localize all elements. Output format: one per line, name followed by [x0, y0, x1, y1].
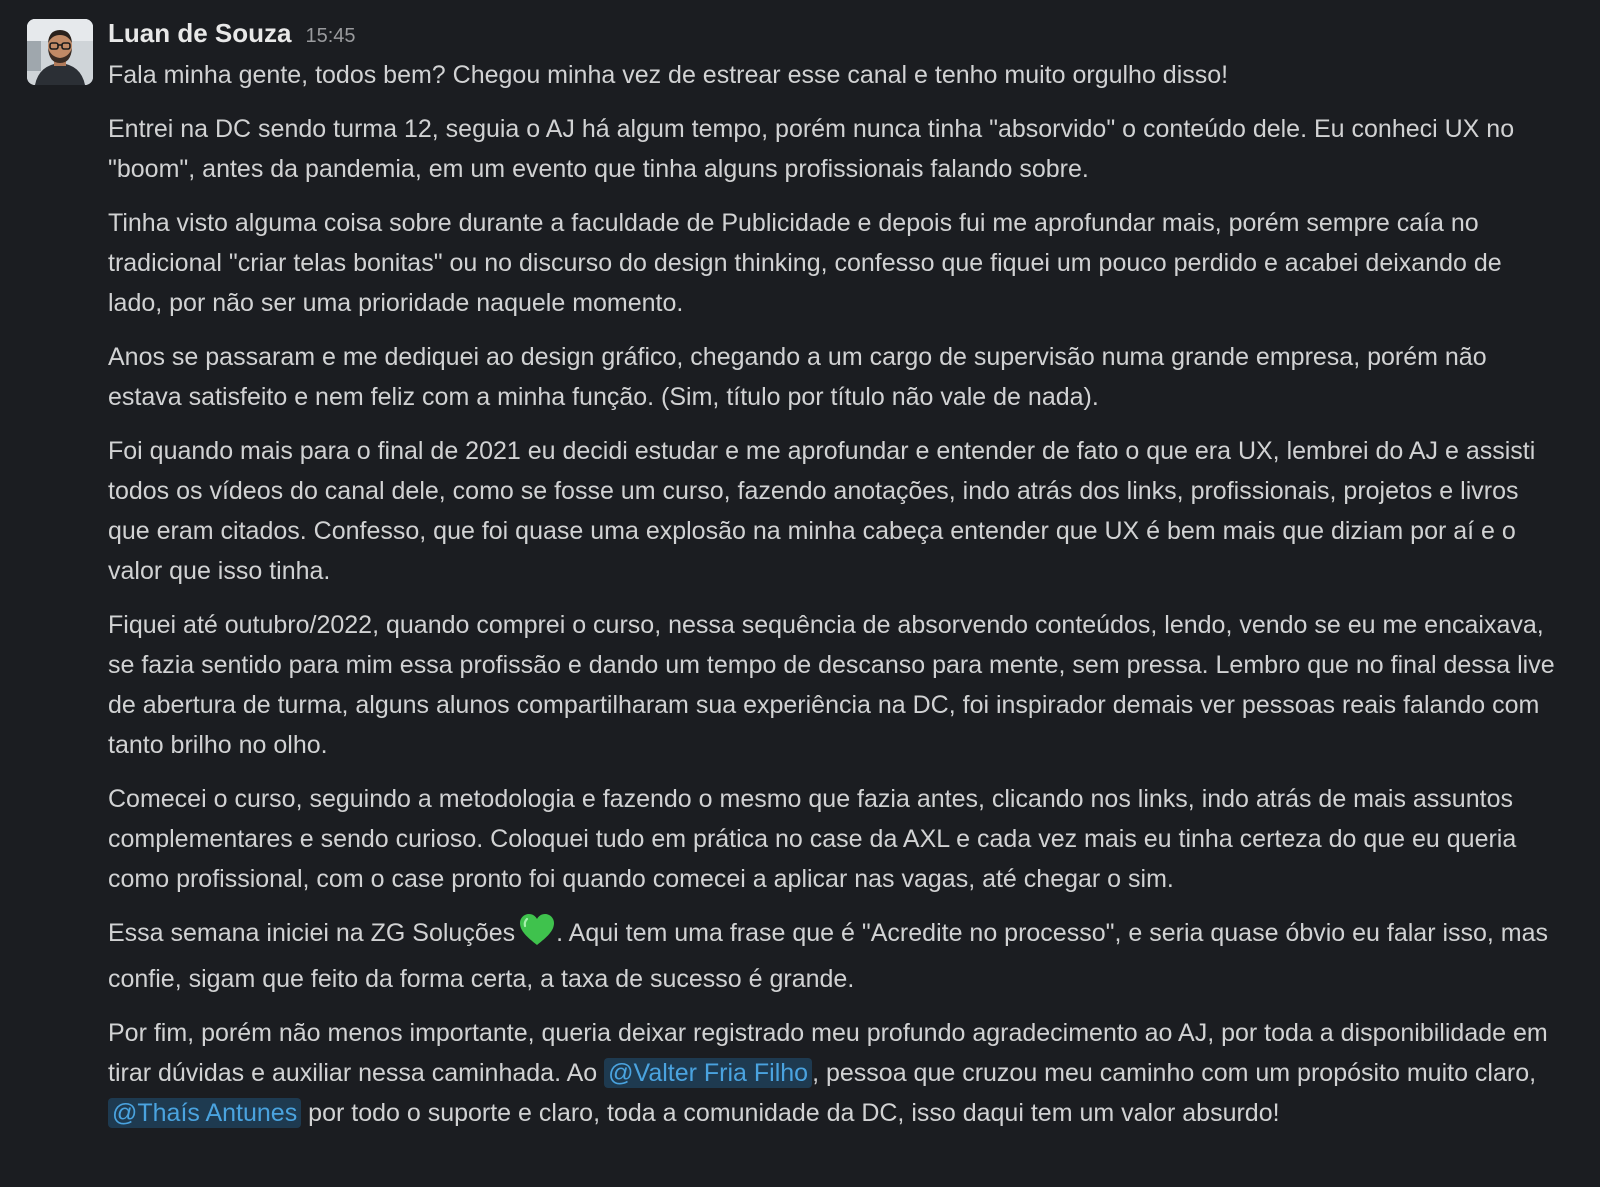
message-paragraph-6: Fiquei até outubro/2022, quando comprei o curso, nessa sequência de absorvendo conteúdos, lendo, vendo se eu me encaixava, se fazia sentido para mim essa profissão e dando um tempo de descanso para mente, sem pressa. Lembro que no final dessa live de abertura de turma, alguns alunos compartilharam sua experiência na DC, foi inspirador demais ver pessoas reais falando com tanto brilho no olho.	[108, 611, 1555, 759]
message-paragraph-3: Tinha visto alguma coisa sobre durante a faculdade de Publicidade e depois fui me aprofundar mais, porém sempre caía no tradicional "criar telas bonitas" ou no discurso do design thinking, confesso que fiquei um pouco perdido e acabei deixando de lado, por não ser uma prioridade naquele momento.	[108, 209, 1502, 317]
timestamp[interactable]: 15:45	[305, 25, 356, 47]
message-paragraph-5: Foi quando mais para o final de 2021 eu decidi estudar e me aprofundar e entender de fato o que era UX, lembrei do AJ e assisti todos os vídeos do canal dele, como se fosse um curso, fazendo anotações, indo atrás dos links, profissionais, projetos e livros que eram citados. Confesso, que foi quase uma explosão na minha cabeça entender que UX é bem mais que diziam por aí e o valor que isso tinha.	[108, 437, 1536, 585]
paragraph-text: , pessoa que cruzou meu caminho com um propósito muito claro,	[812, 1059, 1537, 1087]
avatar[interactable]	[27, 19, 93, 85]
message-paragraph-9	[108, 1013, 1560, 1133]
paragraph-text: . Aqui tem uma frase que é "Acredite no processo", e seria quase óbvio eu falar isso, mas confie, sigam que feito da forma certa, a taxa de sucesso é grande.	[108, 919, 1549, 993]
avatar-image	[27, 19, 93, 85]
message-paragraph-2: Entrei na DC sendo turma 12, seguia o AJ há algum tempo, porém nunca tinha "absorvido" o conteúdo dele. Eu conheci UX no "boom", antes da pandemia, em um evento que tinha alguns profissionais falando sobre.	[108, 115, 1515, 183]
message-header	[108, 18, 1560, 50]
paragraph-text: Essa semana iniciei na ZG Soluções	[108, 919, 516, 947]
message-paragraph-8	[108, 913, 1560, 999]
paragraph-text: por todo o suporte e claro, toda a comunidade da DC, isso daqui tem um valor absurdo!	[308, 1099, 1280, 1127]
message-paragraph-7: Comecei o curso, seguindo a metodologia e fazendo o mesmo que fazia antes, clicando nos links, indo atrás de mais assuntos complementares e sendo curioso. Coloquei tudo em prática no case da AXL e cada vez mais eu tinha certeza do que eu queria como profissional, com o case pronto foi quando comecei a aplicar nas vagas, até chegar o sim.	[108, 785, 1517, 893]
paragraph-text: Por fim, porém não menos importante, queria deixar registrado meu profundo agradecimento ao AJ, por toda a disponibilidade em tirar dúvidas e auxiliar nessa caminhada. Ao	[108, 1019, 1548, 1087]
mention-valter-fria-filho[interactable]: @Valter Fria Filho	[604, 1058, 812, 1088]
message-paragraph-4: Anos se passaram e me dediquei ao design gráfico, chegando a um cargo de supervisão numa grande empresa, porém não estava satisfeito e nem feliz com a minha função. (Sim, título por título não vale de nada).	[108, 343, 1487, 411]
message-paragraph-1: Fala minha gente, todos bem? Chegou minha vez de estrear esse canal e tenho muito orgulho disso!	[108, 61, 1229, 89]
author-name[interactable]: Luan de Souza	[108, 18, 292, 48]
mention-thais-antunes[interactable]: @Thaís Antunes	[108, 1098, 301, 1128]
green-heart-icon	[519, 913, 555, 959]
